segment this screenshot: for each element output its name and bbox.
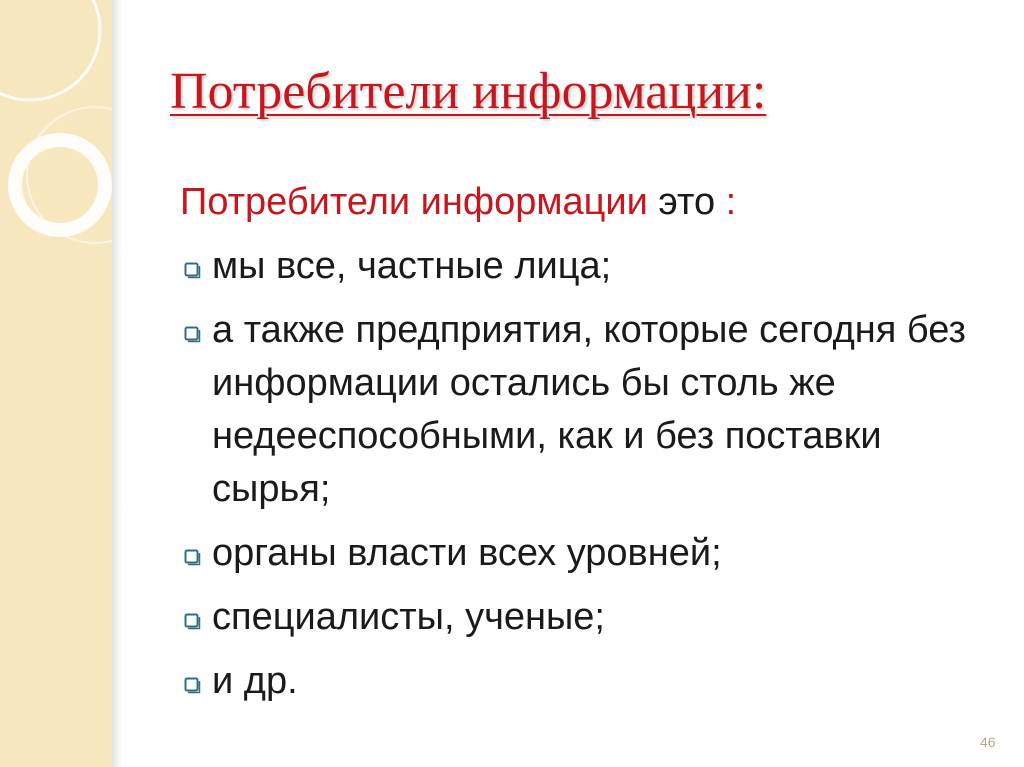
decorative-rings-icon (0, 0, 112, 767)
page-number: 46 (980, 734, 996, 750)
bullet-text: органы власти всех уровней; (212, 532, 722, 574)
hollow-square-bullet-icon (184, 549, 201, 566)
bullet-list (180, 240, 980, 708)
bullet-text: а также предприятия, которые сегодня без информации остались бы столь же недееспособными, как и без поставки сырья; (212, 309, 966, 510)
bullet-text: мы все, частные лица; (212, 245, 612, 287)
intro-colon: : (715, 181, 737, 223)
band-shadow (112, 0, 122, 767)
list-item (180, 304, 980, 516)
slide-title: Потребители информации: (170, 63, 767, 120)
intro-line (180, 176, 980, 229)
hollow-square-bullet-icon (184, 326, 201, 343)
decorative-side-band (0, 0, 112, 767)
list-item (180, 655, 980, 708)
list-item (180, 240, 980, 293)
intro-highlight: Потребители информации (180, 181, 648, 223)
bullet-text: и др. (212, 660, 298, 702)
hollow-square-bullet-icon (184, 677, 201, 694)
intro-rest: это (647, 181, 716, 223)
slide-content (180, 176, 980, 719)
hollow-square-bullet-icon (184, 613, 201, 630)
list-item (180, 591, 980, 644)
bullet-text: специалисты, ученые; (212, 596, 605, 638)
list-item (180, 527, 980, 580)
hollow-square-bullet-icon (184, 262, 201, 279)
